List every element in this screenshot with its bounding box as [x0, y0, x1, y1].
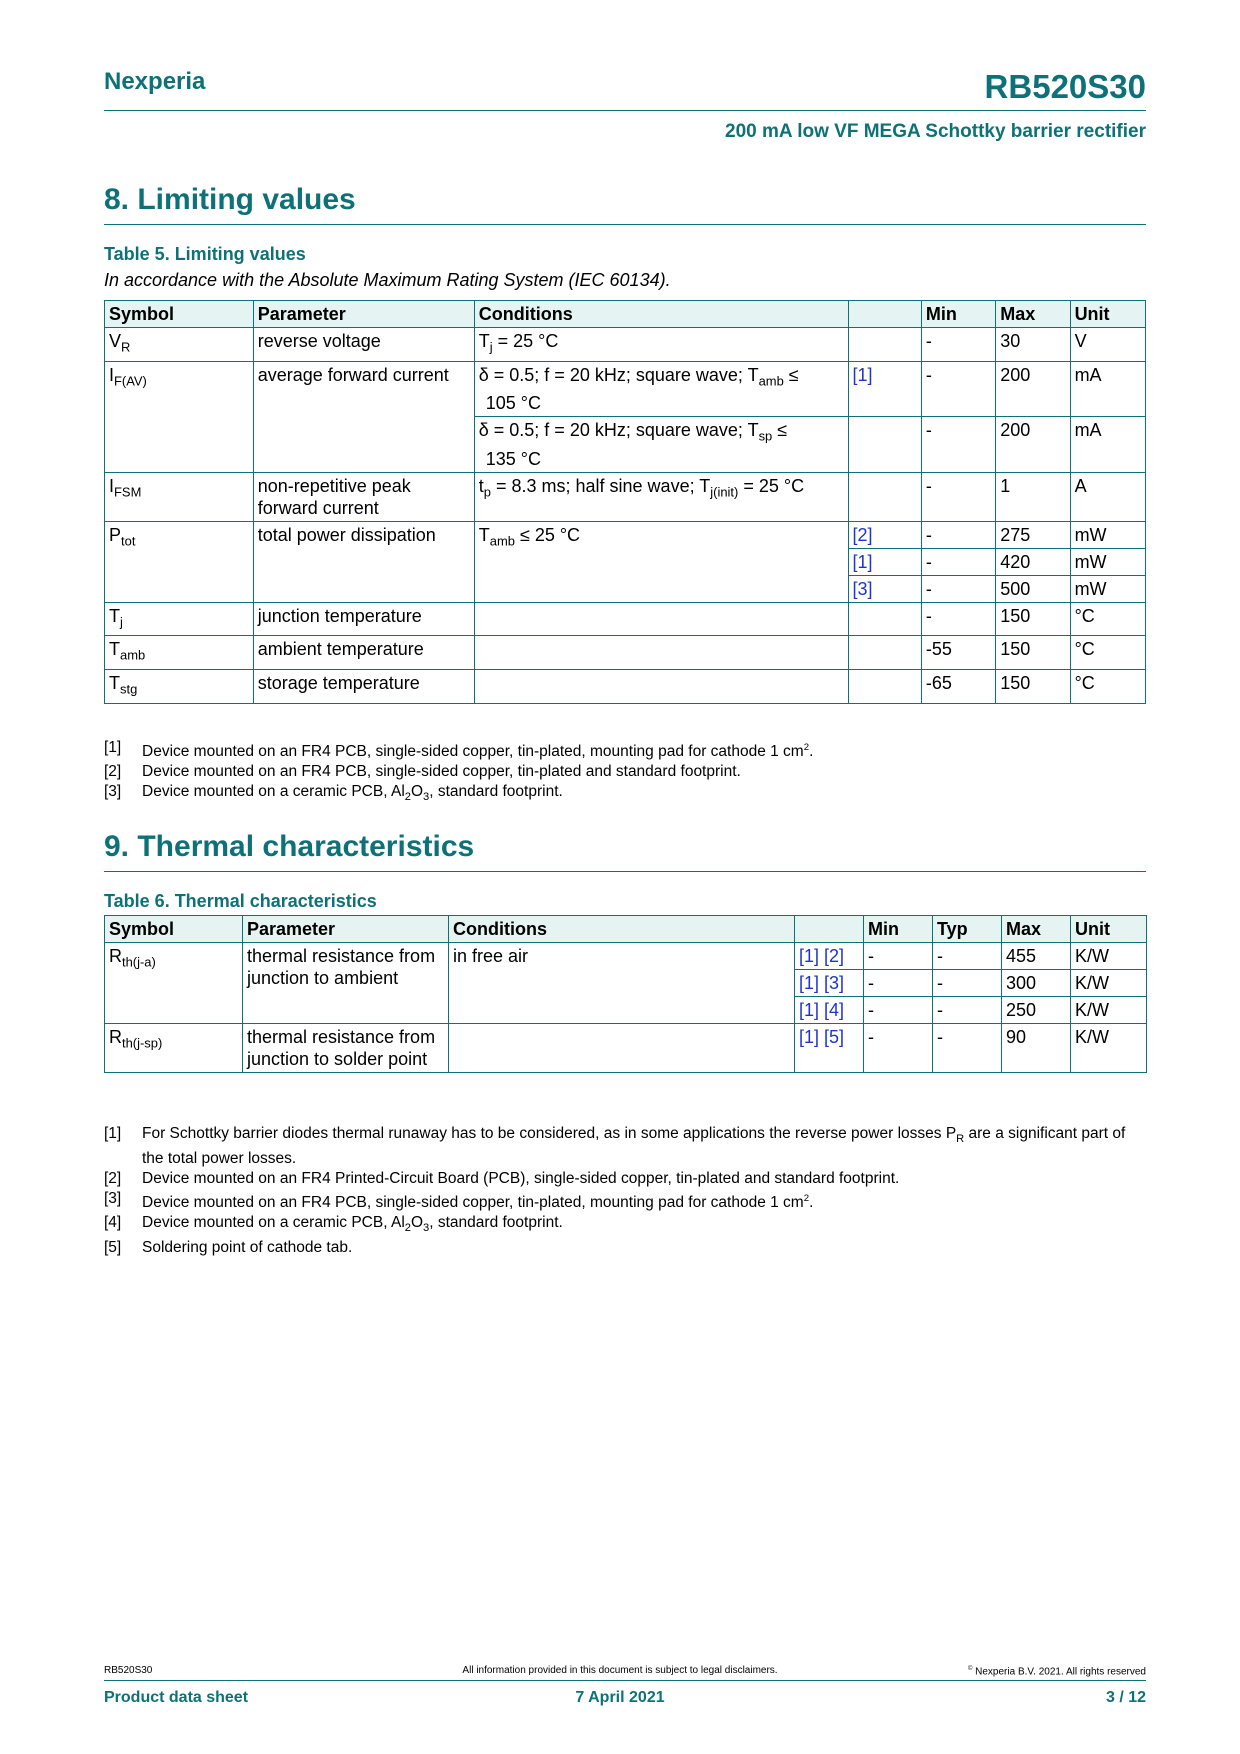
- unit-cell: mW: [1070, 548, 1145, 575]
- unit-cell: K/W: [1071, 943, 1147, 970]
- parameter-cell: average forward current: [253, 361, 474, 472]
- col-header: Unit: [1071, 916, 1147, 943]
- col-header: Symbol: [105, 301, 254, 328]
- section-title-thermal-characteristics: 9. Thermal characteristics: [104, 830, 475, 863]
- conditions-cell: $T_j = 25$ °C: [474, 328, 848, 362]
- footer-date: 7 April 2021: [575, 1689, 665, 1706]
- unit-cell: K/W: [1071, 1024, 1147, 1073]
- symbol-cell: $T_{stg}$: [105, 669, 254, 703]
- parameter-cell: thermal resistance from junction to ambient: [243, 943, 449, 1024]
- conditions-cell: [474, 669, 848, 703]
- min-cell: -: [921, 575, 995, 602]
- thermal-characteristics-table: [104, 915, 1147, 1073]
- min-cell: -: [864, 970, 933, 997]
- table-row: [105, 636, 1146, 670]
- table-footnotes: [104, 738, 1149, 807]
- footer-page-number: 3 / 12: [1105, 1689, 1146, 1706]
- limiting-values-table: [104, 300, 1146, 704]
- typ-cell: -: [933, 943, 1002, 970]
- symbol-cell: $P_{tot}$: [105, 521, 254, 602]
- col-header: Max: [1002, 916, 1071, 943]
- reference-cell: [848, 521, 921, 548]
- header-divider: [104, 110, 1146, 111]
- footnote: [3] Device mounted on a ceramic PCB, $Al_2O_3$, standard footprint.: [104, 783, 563, 804]
- col-header: [848, 301, 921, 328]
- footnote-link[interactable]: [5]: [824, 1027, 845, 1047]
- max-cell: 455: [1002, 943, 1071, 970]
- table-row: [105, 521, 1146, 548]
- col-header: Unit: [1070, 301, 1145, 328]
- section-divider: [104, 871, 1146, 872]
- reference-cell: [795, 1024, 864, 1073]
- max-cell: 420: [996, 548, 1070, 575]
- reference-cell: [848, 636, 921, 670]
- unit-cell: K/W: [1071, 970, 1147, 997]
- min-cell: -: [921, 361, 995, 417]
- reference-cell: [848, 417, 921, 473]
- footer-doc-id: RB520S30: [104, 1665, 153, 1676]
- footnote-link[interactable]: [1]: [799, 973, 820, 993]
- footer-copyright: © Nexperia B.V. 2021. All rights reserved: [967, 1665, 1146, 1678]
- table-caption: Table 6. Thermal characteristics: [104, 891, 377, 911]
- col-header: Min: [864, 916, 933, 943]
- min-cell: -: [864, 997, 933, 1024]
- symbol-cell: $V_R$: [105, 328, 254, 362]
- table-row: [105, 602, 1146, 636]
- footnote-link[interactable]: [1]: [852, 364, 873, 385]
- typ-cell: -: [933, 997, 1002, 1024]
- parameter-cell: reverse voltage: [253, 328, 474, 362]
- min-cell: -: [921, 548, 995, 575]
- reference-cell: [848, 669, 921, 703]
- footnote-link[interactable]: [1]: [799, 1000, 820, 1020]
- unit-cell: mW: [1070, 575, 1145, 602]
- table-row: [105, 669, 1146, 703]
- typ-cell: -: [933, 970, 1002, 997]
- unit-cell: mA: [1070, 417, 1145, 473]
- footnote: [2] Device mounted on an FR4 PCB, single-sided copper, tin-plated and standard footprint.: [104, 763, 741, 781]
- unit-cell: °C: [1070, 602, 1145, 636]
- reference-cell: [795, 943, 864, 970]
- symbol-cell: $T_{amb}$: [105, 636, 254, 670]
- min-cell: -: [921, 602, 995, 636]
- min-cell: -: [921, 521, 995, 548]
- conditions-cell: $t_p = 8.3$ ms; half sine wave; $T_{j(init)} = 25$ °C: [474, 472, 848, 521]
- symbol-cell: $R_{th(j-a)}$: [105, 943, 243, 1024]
- table-row: [105, 361, 1146, 417]
- table-header-row: [105, 301, 1146, 328]
- footnote: [1] Device mounted on an FR4 PCB, single-sided copper, tin-plated, mounting pad for cathode 1 $cm^2$.: [104, 739, 814, 761]
- parameter-cell: storage temperature: [253, 669, 474, 703]
- min-cell: -: [864, 943, 933, 970]
- max-cell: 200: [996, 361, 1070, 417]
- table-header-row: [105, 916, 1147, 943]
- conditions-cell: in free air: [449, 943, 795, 1024]
- parameter-cell: junction temperature: [253, 602, 474, 636]
- parameter-cell: ambient temperature: [253, 636, 474, 670]
- footnote-link[interactable]: [2]: [852, 524, 873, 545]
- unit-cell: °C: [1070, 669, 1145, 703]
- reference-cell: [795, 970, 864, 997]
- unit-cell: V: [1070, 328, 1145, 362]
- reference-cell: [848, 602, 921, 636]
- symbol-cell: $I_{FSM}$: [105, 472, 254, 521]
- table-row: [105, 1024, 1147, 1073]
- footnote: [1] For Schottky barrier diodes thermal runaway has to be considered, as in some applications the reverse power losses $P_R$ are a significant part of the total power losses.: [104, 1125, 1126, 1168]
- max-cell: 1: [996, 472, 1070, 521]
- footnote: [4] Device mounted on a ceramic PCB, $Al_2O_3$, standard footprint.: [104, 1214, 563, 1235]
- table-footnotes: [104, 1124, 1149, 1258]
- unit-cell: °C: [1070, 636, 1145, 670]
- footnote: [3] Device mounted on an FR4 PCB, single-sided copper, tin-plated, mounting pad for cathode 1 $cm^2$.: [104, 1190, 814, 1212]
- reference-cell: [848, 575, 921, 602]
- part-number: RB520S30: [984, 68, 1146, 105]
- conditions-cell: [474, 636, 848, 670]
- typ-cell: -: [933, 1024, 1002, 1073]
- col-header: Parameter: [243, 916, 449, 943]
- min-cell: -: [921, 328, 995, 362]
- max-cell: 250: [1002, 997, 1071, 1024]
- min-cell: -55: [921, 636, 995, 670]
- col-header: Typ: [933, 916, 1002, 943]
- col-header: Conditions: [449, 916, 795, 943]
- table-caption: Table 5. Limiting values: [104, 244, 306, 264]
- conditions-cell: δ = 0.5; f = 20 kHz; square wave; $T_{amb}$ ≤ 105 °C: [474, 361, 848, 417]
- max-cell: 200: [996, 417, 1070, 473]
- unit-cell: mW: [1070, 521, 1145, 548]
- symbol-cell: $T_j$: [105, 602, 254, 636]
- table-row: [105, 943, 1147, 970]
- unit-cell: mA: [1070, 361, 1145, 417]
- footnote-link[interactable]: [3]: [824, 973, 845, 993]
- footnote-link[interactable]: [1]: [852, 551, 873, 572]
- min-cell: -65: [921, 669, 995, 703]
- col-header: Symbol: [105, 916, 243, 943]
- reference-cell: [848, 361, 921, 417]
- footnote-link[interactable]: [1]: [799, 946, 820, 966]
- document-subtitle: 200 mA low VF MEGA Schottky barrier rectifier: [725, 121, 1146, 142]
- reference-cell: [848, 328, 921, 362]
- unit-cell: A: [1070, 472, 1145, 521]
- min-cell: -: [921, 472, 995, 521]
- max-cell: 30: [996, 328, 1070, 362]
- max-cell: 150: [996, 602, 1070, 636]
- conditions-cell: [449, 1024, 795, 1073]
- footnote-link[interactable]: [2]: [824, 946, 845, 966]
- footnote: [5] Soldering point of cathode tab.: [104, 1239, 353, 1257]
- footer-doc-type: Product data sheet: [104, 1689, 249, 1706]
- footnote-link[interactable]: [4]: [824, 1000, 845, 1020]
- conditions-cell: $T_{amb} \le 25$ °C: [474, 521, 848, 602]
- footer-divider: [104, 1680, 1146, 1681]
- max-cell: 150: [996, 669, 1070, 703]
- unit-cell: K/W: [1071, 997, 1147, 1024]
- conditions-cell: δ = 0.5; f = 20 kHz; square wave; $T_{sp}$ ≤ 135 °C: [474, 417, 848, 473]
- col-header: Parameter: [253, 301, 474, 328]
- max-cell: 275: [996, 521, 1070, 548]
- min-cell: -: [864, 1024, 933, 1073]
- max-cell: 150: [996, 636, 1070, 670]
- parameter-cell: non-repetitive peak forward current: [253, 472, 474, 521]
- table-note: In accordance with the Absolute Maximum Rating System (IEC 60134).: [104, 270, 671, 290]
- brand-name: Nexperia: [104, 68, 206, 95]
- parameter-cell: thermal resistance from junction to solder point: [243, 1024, 449, 1073]
- symbol-cell: $R_{th(j-sp)}$: [105, 1024, 243, 1073]
- min-cell: -: [921, 417, 995, 473]
- max-cell: 300: [1002, 970, 1071, 997]
- footnote-link[interactable]: [3]: [852, 578, 873, 599]
- reference-cell: [848, 472, 921, 521]
- col-header: [795, 916, 864, 943]
- section-title-limiting-values: 8. Limiting values: [104, 183, 356, 216]
- footer-disclaimer: All information provided in this document is subject to legal disclaimers.: [462, 1665, 778, 1676]
- conditions-cell: [474, 602, 848, 636]
- section-divider: [104, 224, 1146, 225]
- table-row: [105, 328, 1146, 362]
- parameter-cell: total power dissipation: [253, 521, 474, 602]
- max-cell: 500: [996, 575, 1070, 602]
- footnote: [2] Device mounted on an FR4 Printed-Circuit Board (PCB), single-sided copper, tin-plated and standard footprint.: [104, 1170, 900, 1188]
- max-cell: 90: [1002, 1024, 1071, 1073]
- col-header: Min: [921, 301, 995, 328]
- symbol-cell: $I_{F(AV)}$: [105, 361, 254, 472]
- table-row: [105, 472, 1146, 521]
- reference-cell: [848, 548, 921, 575]
- col-header: Conditions: [474, 301, 848, 328]
- col-header: Max: [996, 301, 1070, 328]
- footnote-link[interactable]: [1]: [799, 1027, 820, 1047]
- reference-cell: [795, 997, 864, 1024]
